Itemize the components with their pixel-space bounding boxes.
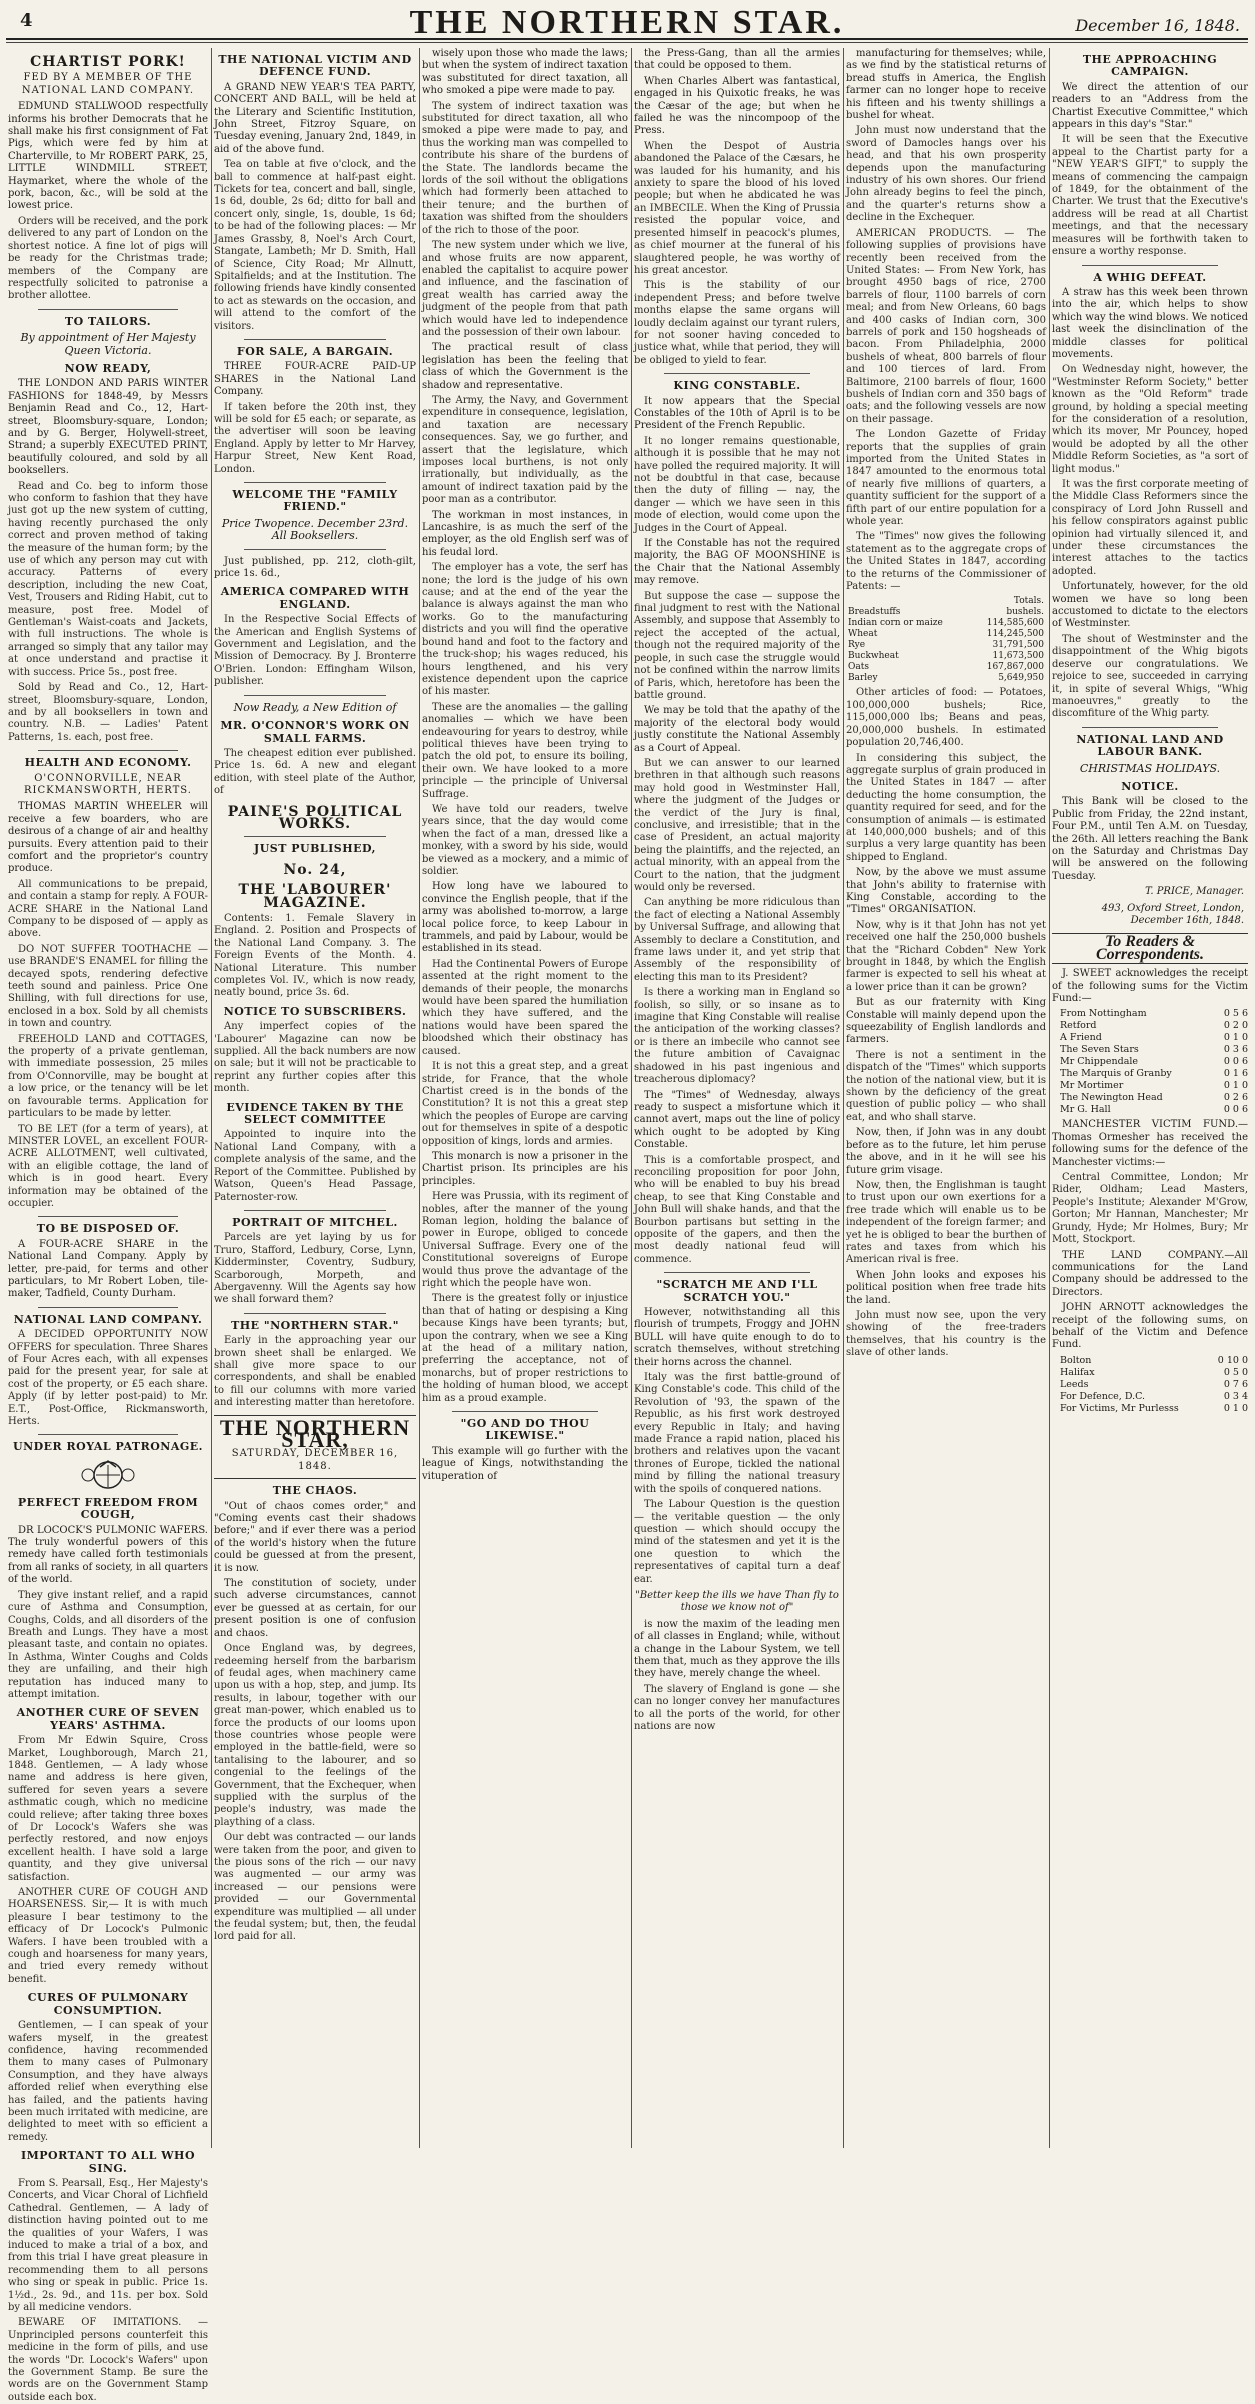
article-paragraph: When the Despot of Austria abandoned the Palace of the Cæsars, he was lauded for his humanity, and his anxiety to spare the blood of his loved people; but when he abdicated he was an IMBECILE. When the King of Prussia resisted the popular voice, and presented himself in peacock's plumes, as chief mourner at the funeral of his slaughtered people, he was worthy of his great ancestor. — [634, 140, 840, 276]
article-paragraph: THE LONDON AND PARIS WINTER FASHIONS for 1848-49, by Messrs Benjamin Read and Co., 12, Hart-street, Bloomsbury-square, London; and by G. Berger, Holywell-street, Strand; a superbly EXECUTED PRINT, beautifully coloured, and sold by all booksellers. — [8, 378, 208, 477]
column-2 — [214, 48, 416, 2148]
article-paragraph: Tea on table at five o'clock, and the ball to commence at half-past eight. Tickets for tea, concert and ball, single, 1s 6d, double, 2s 6d; ditto for ball and concert only, single, 1s, double, 1s 6d; to be had of the following places: — Mr James Grassby, 8, Noel's Arch Court, Stangate, Lambeth; Mr D. Smith, Hall of Science, City Road; Mr Allnutt, Spitalfields; and at the Institution. The following friends have kindly consented to act as stewards on the occasion, and will attend to the comfort of the visitors. — [214, 159, 416, 332]
article-paragraph: manufacturing for themselves; while, as we find by the statistical returns of bread stuffs in America, the English farmer can no longer hope to receive his fifteen and his twenty shillings a bushel for wheat. — [846, 48, 1046, 122]
table-row: Rye 31,791,500 — [848, 640, 1044, 651]
article-paragraph: When Charles Albert was fantastical, engaged in his Quixotic freaks, he was the Cæsar of the age; but when he failed he was the nincompoop of the Press. — [634, 75, 840, 137]
article-paragraph: They give instant relief, and a rapid cure of Asthma and Consumption, Coughs, Colds, and all disorders of the Breath and Lungs. They have a most pleasant taste, and contain no opiates. In Asthma, Winter Coughs and Colds they are unfailing, and their high reputation has induced many to attempt imitation. — [8, 1589, 208, 1700]
separator — [244, 1313, 386, 1314]
article-paragraph: John must now understand that the sword of Damocles hangs over his head, and that his own prosperity depends upon the manufacturing industry of his own shores. Our friend John already begins to feel the pinch, and the quarter's returns show a decline in the Exchequer. — [846, 125, 1046, 224]
article-paragraph: Read and Co. beg to inform those who conform to fashion that they have just got up the new system of cutting, having recently purchased the only correct and proven method of taking the measure of the human form; by the use of which any person may cut with accuracy. Patterns of every description, including the new Coat, Vest, Trousers and Riding Habit, cut to measure, post free. Model of Gentleman's Waist-coats and Jackets, with full instructions. The whole is arranged so simply that any tailor may at once understand and practise it with success. Price 5s., post free. — [8, 480, 208, 678]
heading-northern-star-notice: THE "NORTHERN STAR." — [231, 1318, 399, 1332]
heading-just-published: JUST PUBLISHED, — [254, 842, 376, 856]
article-paragraph: The slavery of England is gone — she can no longer convey her manufactures to all the ports of the world, for other nations are now — [634, 1683, 840, 1732]
article-paragraph: If taken before the 20th inst, they will be sold for £5 each; or separate, as the advertiser will soon be leaving England. Apply by letter to Mr Harvey, Harpur Street, New Kent Road, London. — [214, 401, 416, 475]
list-item: Retford 0 2 0 — [1060, 1020, 1248, 1032]
list-item: The Seven Stars 0 3 6 — [1060, 1044, 1248, 1056]
heading-victim-fund: THE NATIONAL VICTIM AND DEFENCE FUND. — [218, 53, 412, 79]
article-paragraph: Now, why is it that John has not yet received one half the 250,000 bushels that the "Richard Cobden" New York brought in 1848, by which the English farmer is expected to sell his wheat at a lower price than it can be grown? — [846, 919, 1046, 993]
article-paragraph: This monarch is now a prisoner in the Chartist prison. Its principles are his principles. — [422, 1150, 628, 1187]
article-paragraph: DR LOCOCK'S PULMONIC WAFERS. The truly wonderful powers of this remedy have called forth testimonials from all ranks of society, in all quarters of the world. — [8, 1524, 208, 1586]
article-paragraph: Unfortunately, however, for the old women we have so long been accustomed to dictate to the electors of Westminster. — [1052, 581, 1248, 630]
article-paragraph: We may be told that the apathy of the majority of the electoral body would justly constitute the National Assembly as a Court of Appeal. — [634, 705, 840, 754]
list-item: Mr Mortimer 0 1 0 — [1060, 1080, 1248, 1092]
article-paragraph: FREEHOLD LAND and COTTAGES, the property of a private gentleman, with immediate possession, 25 miles from O'Connorville, may be bought at a low price, or the tenancy will be let on favourable terms. Application for particulars to be made by letter. — [8, 1033, 208, 1120]
column-rule — [1049, 48, 1050, 2148]
article-paragraph: But as our fraternity with King Constable will mainly depend upon the squeezability of English landlords and farmers. — [846, 997, 1046, 1046]
article-paragraph: AMERICAN PRODUCTS. — The following supplies of provisions have recently been received from the United States: — From New York, has brought 4950 bags of rice, 2700 barrels of flour, 1100 barrels of corn meal; and from New Orleans, 60 bags and 400 casks of Indian corn, 300 barrels of pork and 150 hogsheads of bacon. From Philadelphia, 2000 bushels of wheat, 800 barrels of flour and 100 tierces of lard. From Baltimore, 2100 barrels of flour, 1600 bushels of Indian corn and 350 bags of oats; and the following vessels are now on their passage. — [846, 227, 1046, 425]
column-6 — [1052, 48, 1248, 2148]
separator — [244, 482, 386, 483]
heading-paine-works: PAINE'S POLITICAL WORKS. — [227, 803, 403, 832]
column-5 — [846, 48, 1046, 2148]
royal-arms-icon — [78, 1457, 138, 1491]
heading-go-and-do: "GO AND DO THOU LIKEWISE." — [460, 1417, 590, 1443]
separator — [664, 373, 810, 374]
article-paragraph: A DECIDED OPPORTUNITY NOW OFFERS for speculation. Three Shares of Four Acres each, with all expenses paid for the present year, for sale at cost of the property, or £5 each share. Apply (if by letter post-paid) to Mr. E.T., Post-Office, Rickmansworth, Herts. — [8, 1329, 208, 1428]
table-row: Breadstuffs bushels. — [848, 607, 1044, 618]
heading-perfect-freedom: PERFECT FREEDOM FROM COUGH, — [17, 1495, 199, 1522]
article-paragraph: We have told our readers, twelve years since, that the day would come when the fact of a man, dressed like a monkey, with a sword by his side, would be viewed as a mockery, and a mimic of soldier. — [422, 803, 628, 877]
article-paragraph: is now the maxim of the leading men of all classes in England; while, without a change in the Labour System, we tell them that, much as they approve the ills they have, merely change the wheel. — [634, 1618, 840, 1680]
heading-scratch-me: "SCRATCH ME AND I'LL SCRATCH YOU." — [656, 1278, 818, 1304]
subheading: Price Twopence. December 23rd. All Booksellers. — [221, 516, 409, 543]
table-row: Buckwheat 11,673,500 — [848, 651, 1044, 662]
article-paragraph: This Bank will be closed to the Public from Friday, the 22nd instant, Four P.M., until Ten A.M. on Tuesday, the 26th. All letters reaching the Bank on the Saturday and Christmas Day will be answered on the following Tuesday. — [1052, 796, 1248, 882]
heading-family-friend: WELCOME THE "FAMILY FRIEND." — [232, 488, 398, 514]
column-rule — [631, 48, 632, 2148]
subheading: O'CONNORVILLE, NEAR RICKMANSWORTH, HERTS. — [24, 772, 192, 796]
heading-approaching-campaign: THE APPROACHING CAMPAIGN. — [1082, 53, 1218, 79]
article-paragraph: On Wednesday night, however, the "Westminster Reform Society," better known as the "Old Reform" trade ground, by holding a special meeting for the consideration of a resolution, which its mover, Mr Pouncey, hoped would be adopted by all the other Middle Reform Societies, as "a sort of light modus." — [1052, 364, 1248, 475]
leader-date: SATURDAY, DECEMBER 16, 1848. — [231, 1448, 399, 1472]
article-paragraph: The Army, the Navy, and Government expenditure in consequence, legislation, and taxation are necessary consequences. Say, we go further, and assert that the legislature, which imposes local burthens, is not only irrationally, but individually, as the amount of indirect taxation paid by the poor man as a contributor. — [422, 394, 628, 506]
column-rule — [843, 48, 844, 2148]
subheading: By appointment of Her Majesty Queen Victoria. — [20, 331, 196, 357]
article-paragraph: BEWARE OF IMITATIONS. — Unprincipled persons counterfeit this medicine in the form of pills, and use the words "Dr. Locock's Wafers" upon the Government Stamp. Be sure the words are on the Government Stamp outside each box. — [8, 2317, 208, 2403]
separator — [38, 1434, 178, 1435]
article-paragraph: The new system under which we live, and whose fruits are now apparent, enabled the capitalist to acquire power and influence, and the fascination of great wealth has carried away the judgment of the people from that path which would have led to independence and the possession of their own labour. — [422, 240, 628, 338]
article-paragraph: The employer has a vote, the serf has none; the lord is the judge of his own cause; and at the end of the year the balance is always against the man who works. Go to the manufacturing districts and you will find the operative bound hand and foot to the factory and the truck-shop; his wages reduced, his hours lengthened, and his very existence dependent upon the caprice of his master. — [422, 562, 628, 698]
article-paragraph: Once England was, by degrees, redeeming herself from the barbarism of feudal ages, when machinery came upon us with a hop, step, and jump. Its results, in labour, together with our great man-power, which enabled us to force the products of our looms upon those countries whose people were employed in the battle-field, were so tantalising to the labourer, and so congenial to the feelings of the Government, that the Exchequer, when supplied with the surplus of the people's industry, was made the plaything of a class. — [214, 1643, 416, 1828]
article-paragraph: Central Committee, London; Mr Rider, Oldham; Lead Masters, People's Institute; Alexander M'Grow, Gorton; Mr Hannan, Manchester; Mr Grundy, Hyde; Mr Holmes, Bury; Mr Mott, Stockport. — [1052, 1172, 1248, 1246]
article-paragraph: It now appears that the Special Constables of the 10th of April is to be President of the French Republic. — [634, 395, 840, 432]
article-paragraph: John must now see, upon the very showing of the free-traders themselves, that his country is the slave of other lands. — [846, 1309, 1046, 1359]
list-item: Mr G. Hall 0 0 6 — [1060, 1104, 1248, 1116]
article-paragraph: Other articles of food: — Potatoes, 100,000,000 bushels; Rice, 115,000,000 lbs; Beans and peas, 20,000,000 bushels. In estimated population 20,746,400. — [846, 687, 1046, 749]
table-header: Totals. — [1013, 596, 1044, 607]
article-paragraph: A GRAND NEW YEAR'S TEA PARTY, CONCERT AND BALL, will be held at the Literary and Scientific Institution, John Street, Fitzroy Square, on Tuesday evening, January 2nd, 1849, in aid of the above fund. — [214, 81, 416, 155]
heading-labourer-magazine: THE 'LABOURER' MAGAZINE. — [238, 882, 392, 911]
article-paragraph: Had the Continental Powers of Europe assented at the right moment to the demands of their people, the monarchs would have been spared the humiliation which they have suffered, and the nations would have been spared the bloodshed which their obstinacy has caused. — [422, 958, 628, 1057]
heading-now-ready: NOW READY, — [64, 361, 152, 375]
article-paragraph: How long have we laboured to convince the English people, that if the army was abolished to-morrow, a large local police force, to keep Labour in trammels, and paid by Labour, would be established in its stead. — [422, 881, 628, 955]
article-paragraph: From S. Pearsall, Esq., Her Majesty's Concerts, and Vicar Choral of Lichfield Cathedral. Gentlemen, — A lady of distinction having pointed out to me the qualities of your Wafers, I was induced to make a trial of a box, and from this trial I have great pleasure in recommending them to all persons who sing or speak in public. Price 1s. 1½d., 2s. 9d., and 11s. per box. Sold by all medicine vendors. — [8, 2177, 208, 2314]
heading-readers-correspondents: To Readers & Correspondents. — [1052, 933, 1248, 964]
table-row: Barley 5,649,950 — [848, 673, 1044, 684]
list-item: For Victims, Mr Purlesss 0 1 0 — [1060, 1402, 1248, 1414]
article-paragraph: Contents: 1. Female Slavery in England. 2. Position and Prospects of the National Land Company. 3. The Foreign Events of the Month. 4. National Literature. This number completes Vol. IV., which is now ready, neatly bound, price 3s. 6d. — [214, 912, 416, 999]
table-row: Indian corn or maize 114,585,600 — [848, 618, 1044, 629]
article-paragraph: The system of indirect taxation was substituted for direct taxation, all who smoked a pipe were made to pay, and thus the working man was compelled to contribute his share of the burdens of the State. The landlords became the lords of the soil without the obligations which had formerly been attached to their tenure; and the burthen of taxation was shifted from the shoulders of the rich to those of the poor. — [422, 100, 628, 236]
article-paragraph: DO NOT SUFFER TOOTHACHE — use BRANDE'S ENAMEL for filling the decayed spots, rendering defective teeth sound and painless. Price One Shilling, with full directions for use, enclosed in a box. Sold by all chemists in town and country. — [8, 943, 208, 1030]
article-paragraph: Italy was the first battle-ground of King Constable's code. This child of the Revolution of '93, the spawn of the Republic, as his first work destroyed every Republic in Italy; and having made France a rapid nation, placed his brothers and relatives upon the vacant thrones of Europe, tickled the national mind by filling the national treasury with the spoils of conquered nations. — [634, 1372, 840, 1495]
article-paragraph: The London Gazette of Friday reports that the supplies of grain imported from the United States in 1847 amounted to the enormous total of nearly five millions of quarters, a quantity sufficient for the support of a fifth part of our entire population for a whole year. — [846, 429, 1046, 528]
list-item: From Nottingham 0 5 6 — [1060, 1008, 1248, 1020]
article-paragraph: THREE FOUR-ACRE PAID-UP SHARES in the National Land Company. — [214, 361, 416, 398]
table-row: Oats 167,867,000 — [848, 662, 1044, 673]
article-paragraph: The "Times" of Wednesday, always ready to suspect a misfortune which it cannot avert, maps out the line of policy which ought to be adopted by King Constable. — [634, 1089, 840, 1151]
issue-date: December 16, 1848. — [1075, 16, 1240, 35]
list-item: Leeds 0 7 6 — [1060, 1378, 1248, 1390]
heading-singers: IMPORTANT TO ALL WHO SING. — [20, 2149, 196, 2175]
article-paragraph: In the Respective Social Effects of the American and English Systems of Government and Legislation, and the Mission of Democracy. By J. Bronterre O'Brien. London: Effingham Wilson, publisher. — [214, 614, 416, 688]
leader-title: THE NORTHERN STAR, — [219, 1414, 411, 1452]
separator — [664, 1272, 810, 1273]
heading-the-chaos: THE CHAOS. — [272, 1484, 358, 1498]
list-item: The Marquis of Granby 0 1 6 — [1060, 1068, 1248, 1080]
article-paragraph: Early in the approaching year our brown sheet shall be enlarged. We shall give more space to our correspondents, and shall be enabled to fill our columns with more varied and interesting matter than heretofore. — [214, 1335, 416, 1409]
heading-for-sale: FOR SALE, A BARGAIN. — [236, 344, 394, 358]
heading-to-tailors: TO TAILORS. — [64, 314, 152, 328]
article-paragraph: the Press-Gang, than all the armies that could be opposed to them. — [634, 48, 840, 72]
article-paragraph: Here was Prussia, with its regiment of nobles, after the manner of the young Roman legion, holding the balance of power in Europe, obliged to concede Universal Suffrage. Every one of the Constitutional sovereigns of Europe would thus prove the advantage of the right which the people have won. — [422, 1191, 628, 1289]
article-paragraph: There is the greatest folly or injustice than that of hating or despising a King because Kings have been tyrants; but, upon the contrary, when we see a King at the head of a military nation, preferring the acceptance, not of monarchs, but of proper restrictions to the holding of human blood, we accept him as a proud example. — [422, 1293, 628, 1404]
article-paragraph: It is not this a great step, and a great stride, for France, that the whole Chartist creed is in the bonds of the Constitution? It is not this a great step which the peoples of Europe are carving out for themselves in spite of a despotic opposition of kings, lords and armies. — [422, 1061, 628, 1147]
article-paragraph: Now, by the above we must assume that John's ability to fraternise with King Constable, according to the "Times" ORGANISATION. — [846, 867, 1046, 916]
column-3 — [422, 48, 628, 2148]
signature-manager: T. PRICE, Manager. — [1145, 886, 1244, 898]
article-paragraph: In considering this subject, the aggregate surplus of grain produced in the United States in 1847 — after deducting the home consumption, the quantity required for seed, and for the consumption of animals — is estimated at 140,000,000 bushels; and of this surplus a very large quantity has been shipped to England. — [846, 752, 1046, 863]
page-number: 4 — [20, 10, 33, 31]
separator — [244, 339, 386, 340]
article-paragraph: A FOUR-ACRE SHARE in the National Land Company. Apply by letter, pre-paid, for terms and other particulars, to Mr Robert Loben, tile-maker, Tadfield, County Durham. — [8, 1238, 208, 1300]
article-paragraph: The constitution of society, under such adverse circumstances, cannot ever be guessed at as certain, for our present position is one of confusion and chaos. — [214, 1578, 416, 1639]
column-1 — [8, 48, 208, 2403]
article-paragraph: EDMUND STALLWOOD respectfully informs his brother Democrats that he shall make his first consignment of Fat Pigs, which were fed by him at Charterville, to Mr ROBERT PARK, 25, LITTLE WINDMILL STREET, Haymarket, where the whole of the pork, bacon, &c., will be sold at the lowest price. — [8, 101, 208, 212]
separator — [244, 836, 386, 837]
heading-health-economy: HEALTH AND ECONOMY. — [24, 756, 192, 770]
heading-issue-number: No. 24, — [283, 861, 347, 878]
list-item: Bolton 0 10 0 — [1060, 1354, 1248, 1366]
article-paragraph: wisely upon those who made the laws; but when the system of indirect taxation was substituted for direct taxation, all who smoked a pipe were made to pay. — [422, 48, 628, 97]
heading-notice-subscribers: NOTICE TO SUBSCRIBERS. — [223, 1004, 407, 1018]
article-paragraph: Now, then, the Englishman is taught to trust upon our own exertions for a free trade which will enable us to be independent of the foreign farmer; and yet he is obliged to bear the burthen of rates and taxes from which his American rival is free. — [846, 1179, 1046, 1266]
article-paragraph: Any imperfect copies of the 'Labourer' Magazine can now be supplied. All the back numbers are now on sale; but it will not be practicable to reprint any further copies after this month. — [214, 1021, 416, 1095]
heading-america-england: AMERICA COMPARED WITH ENGLAND. — [220, 585, 410, 611]
column-rule — [419, 48, 420, 2148]
article-paragraph: Appointed to inquire into the National Land Company, with a complete analysis of the same, and the Report of the Committee. Published by Watson, Queen's Head Passage, Paternoster-row. — [214, 1129, 416, 1203]
separator — [244, 549, 386, 550]
table-row: Wheat 114,245,500 — [848, 629, 1044, 640]
receipts-list — [1060, 1008, 1248, 1116]
article-paragraph: Orders will be received, and the pork delivered to any part of London on the shortest notice. A fine lot of pigs will be ready for the Christmas trade; members of the Company are respectfully solicited to patronise a brother allottee. — [8, 215, 208, 302]
article-paragraph: THOMAS MARTIN WHEELER will receive a few boarders, who are desirous of a change of air and healthy pursuits. Every attention paid to their comfort and the proprietor's country produce. — [8, 801, 208, 875]
separator — [38, 1216, 178, 1217]
article-paragraph: The Labour Question is the question — the veritable question — the only question — which should occupy the mind of the statesmen and yet it is the one question to which the representatives of capital turn a deaf ear. — [634, 1499, 840, 1585]
separator — [38, 1307, 178, 1308]
column-4 — [634, 48, 840, 2148]
article-paragraph: The workman in most instances, in Lancashire, is as much the serf of the employer, as the old English serf was of his feudal lord. — [422, 509, 628, 558]
heading-royal-patronage: UNDER ROYAL PATRONAGE. — [12, 1440, 204, 1454]
article-paragraph: It was the first corporate meeting of the Middle Class Reformers since the conspiracy of Lord John Russell and his fellow conspirators against public opinion had virtually silenced it, and under these circumstances the interest attaches to the tactics adopted. — [1052, 479, 1248, 577]
masthead — [6, 6, 1248, 40]
article-paragraph: Gentlemen, — I can speak of your wafers myself, in the greatest confidence, having recommended them to many cases of Pulmonary Consumption, and they have always afforded relief when everything else has failed, and the patients having been much irritated with medicine, are delighted to meet with so efficient a remedy. — [8, 2020, 208, 2143]
heading-consumption-cures: CURES OF PULMONARY CONSUMPTION. — [27, 1991, 189, 2017]
separator — [1082, 727, 1218, 728]
article-paragraph: It no longer remains questionable, although it is possible that he may not have polled the required majority. It will not be doubtful in that case, because then the duty of filling — nay, the danger — which we have seen in this mode of election, would come upon the Judges in the Court of Appeal. — [634, 435, 840, 534]
separator — [244, 695, 386, 696]
article-paragraph: But suppose the case — suppose the final judgment to rest with the National Assembly, and suppose that Assembly to reject the accepted of the actual, though not the required majority of the people, in such case the struggle would not be confined within the narrow limits of Paris, which, heretofore has been the battle ground. — [634, 590, 840, 701]
list-item: Halifax 0 5 0 — [1060, 1366, 1248, 1378]
list-item: For Defence, D.C. 0 3 4 — [1060, 1390, 1248, 1402]
signature-address: 493, Oxford Street, London, December 16th, 1848. — [1101, 902, 1244, 926]
separator — [244, 1210, 386, 1211]
heading-asthma-cure: ANOTHER CURE OF SEVEN YEARS' ASTHMA. — [16, 1706, 200, 1732]
list-item: Mr Chippendale 0 0 6 — [1060, 1056, 1248, 1068]
subheading: FED BY A MEMBER OF THE NATIONAL LAND COMPANY. — [21, 72, 195, 96]
article-paragraph: Now, then, if John was in any doubt before as to the future, let him peruse the above, and in it he will see his future grim visage. — [846, 1127, 1046, 1176]
heading-select-committee: EVIDENCE TAKEN BY THE SELECT COMMITTEE — [226, 1100, 404, 1127]
article-paragraph: The cheapest edition ever published. Price 1s. 6d. A new and elegant edition, with steel plate of the Author, of — [214, 747, 416, 797]
separator — [38, 750, 178, 751]
separator — [38, 309, 178, 310]
article-paragraph: A straw has this week been thrown into the air, which helps to show which way the wind blows. We noticed last week the disinclination of the middle classes for political movements. — [1052, 286, 1248, 360]
article-paragraph: It will be seen that the Executive appeal to the Chartist party for a "NEW YEAR'S GIFT," to supply the means of commencing the campaign of 1849, for the obtainment of the Charter. We trust that the Executive's address will be read at all Chartist meetings, and that the necessary measures will be forthwith taken to ensure a worthy response. — [1052, 134, 1248, 258]
article-paragraph: From Mr Edwin Squire, Cross Market, Loughborough, March 21, 1848. Gentlemen, — A lady whose name and address is here given, suffered for seven years a severe asthmatic cough, which no medicine could relieve; after taking three boxes of Dr Locock's Wafers she was perfectly restored, and now enjoys excellent health. I have sold a large quantity, and they give universal satisfaction. — [8, 1735, 208, 1883]
article-paragraph: Is there a working man in England so foolish, so silly, or so insane as to imagine that King Constable will realise the anticipation of the working classes? or is there an imbecile who cannot see the future ambition of Cavaignac shadowed in his past ingenious and treacherous diplomacy? — [634, 987, 840, 1086]
article-paragraph: This is the stability of our independent Press; and before twelve months elapse the same organs will loudly declaim against our tyrant rulers, for not sooner having conceded to justice what, while that period, they will be obliged to yield to fear. — [634, 280, 840, 366]
heading-national-land-company: NATIONAL LAND COMPANY. — [13, 1312, 203, 1326]
subheading: CHRISTMAS HOLIDAYS. — [1079, 761, 1221, 775]
heading-notice: NOTICE. — [1121, 779, 1179, 793]
crop-table — [846, 596, 1046, 684]
receipts-list-2 — [1060, 1355, 1248, 1415]
article-paragraph: ANOTHER CURE OF COUGH AND HOARSENESS. Sir,— It is with much pleasure I bear testimony to the efficacy of Dr Locock's Pulmonic Wafers. I have been troubled with a cough and hoarseness for many years, and tried every remedy without benefit. — [8, 1887, 208, 1985]
pull-quote: "Better keep the ills we have Than fly to those we know not of" — [635, 1589, 839, 1614]
article-paragraph: All communications to be prepaid, and contain a stamp for reply. A FOUR-ACRE SHARE in the National Land Company to be disposed of — apply as above. — [8, 878, 208, 940]
article-paragraph: We direct the attention of our readers to an "Address from the Chartist Executive Committee," which appears in this day's "Star." — [1052, 81, 1248, 131]
article-paragraph: THE LAND COMPANY.—All communications for the Land Company should be addressed to the Directors. — [1052, 1249, 1248, 1298]
heading-to-be-disposed: TO BE DISPOSED OF. — [36, 1222, 180, 1236]
heading-chartist-pork: CHARTIST PORK! — [30, 54, 186, 70]
article-paragraph: J. SWEET acknowledges the receipt of the following sums for the Victim Fund:— — [1052, 968, 1248, 1005]
heading-portrait-mitchel: PORTRAIT OF MITCHEL. — [232, 1215, 398, 1229]
article-paragraph: When John looks and exposes his political position when free trade hits the land. — [846, 1269, 1046, 1306]
article-paragraph: These are the anomalies — the galling anomalies — which we have been endeavouring for years to destroy, while political thieves have been trying to patch the old pot, to ensure its boiling, their own. We have looked to a more principle — the principle of Universal Suffrage. — [422, 701, 628, 800]
article-paragraph: But we can answer to our learned brethren in that although such reasons may hold good in Westminster Hall, where the judgment of the Judges or the verdict of the Jury is final, conclusive, and irresistible; that in the case of President, an actual majority being the plaintiffs, and the rejected, an actual minority, with an appeal from the Court to the nation, that the judgment would only be reversed. — [634, 757, 840, 893]
masthead-rule — [6, 42, 1248, 43]
article-paragraph: JOHN ARNOTT acknowledges the receipt of the following sums, on behalf of the Victim and Defence Fund. — [1052, 1302, 1248, 1351]
article-paragraph: Just published, pp. 212, cloth-gilt, price 1s. 6d., — [214, 555, 416, 580]
article-paragraph: If the Constable has not the required majority, the BAG OF MOONSHINE is the Chair that the National Assembly may remove. — [634, 538, 840, 587]
article-paragraph: TO BE LET (for a term of years), at MINSTER LOVEL, an excellent FOUR-ACRE ALLOTMENT, well cultivated, with an eligible cottage, the land of which is in good heart. Every information may be obtained of the occupier. — [8, 1123, 208, 1209]
article-paragraph: MANCHESTER VICTIM FUND.—Thomas Ormesher has received the following sums for the defence of the Manchester victims:— — [1052, 1119, 1248, 1168]
article-paragraph: This is a comfortable prospect, and reconciling proposition for poor John, who will be enabled to buy his bread cheap, to see that King Constable and John Bull will shake hands, and that the Bourbon partisans but setting in the opposite of the gapers, and then the most deadly national feud will commence. — [634, 1154, 840, 1265]
article-paragraph: Sold by Read and Co., 12, Hart-street, Bloomsbury-square, London, and by all booksellers in town and country. N.B. — Ladies' Patent Patterns, 1s. each, post free. — [8, 682, 208, 743]
subheading: Now Ready, a New Edition of — [233, 700, 397, 714]
heading-whig-defeat: A WHIG DEFEAT. — [1093, 270, 1207, 284]
article-paragraph: The "Times" now gives the following statement as to the aggregate crops of the United States in 1847, according to the returns of the Commissioner of Patents: — — [846, 531, 1046, 593]
separator — [214, 1478, 416, 1479]
article-paragraph: Parcels are yet laying by us for Truro, Stafford, Ledbury, Corse, Lynn, Kidderminster, Coventry, Sudbury, Scarborough, Morpeth, and Abergavenny. Will the Agents say how we shall forward them? — [214, 1232, 416, 1306]
article-paragraph: Our debt was contracted — our lands were taken from the poor, and given to the pious sons of the rich — our navy was augmented — our army was increased — our pensions were provided — our Governmental expenditure was multiplied — all under the feudal system; but, then, the feudal lord paid for all. — [214, 1832, 416, 1943]
article-paragraph: The practical result of class legislation has been the feeling that class of which the Government is the shadow and representative. — [422, 342, 628, 391]
separator — [452, 1411, 598, 1412]
article-paragraph: The shout of Westminster and the disappointment of the Whig bigots deserve our congratulations. We rejoice to see, succeeded in carrying it, in spite of several Whigs, "Whig manoeuvres," greatly to the discomfiture of the Whig party. — [1052, 633, 1248, 720]
column-rule — [211, 48, 212, 2148]
article-paragraph: This example will go further with the league of Kings, notwithstanding the vituperation of — [422, 1445, 628, 1482]
list-item: A Friend 0 1 0 — [1060, 1032, 1248, 1044]
article-paragraph: However, notwithstanding all this flourish of trumpets, Froggy and JOHN BULL will have quite enough to do to scratch themselves, without stretching their horns across the channel. — [634, 1307, 840, 1368]
list-item: The Newington Head 0 2 6 — [1060, 1092, 1248, 1104]
heading-land-labour-bank: NATIONAL LAND AND LABOUR BANK. — [1076, 732, 1224, 759]
separator — [1082, 265, 1218, 266]
heading-small-farms: MR. O'CONNOR'S WORK ON SMALL FARMS. — [220, 719, 410, 745]
paper-title: THE NORTHERN STAR. — [409, 4, 845, 41]
article-paragraph: There is not a sentiment in the dispatch of the "Times" which supports the notion of the national view, but it is shown by the deficiency of the great question of public policy — who shall eat, and who shall starve. — [846, 1049, 1046, 1123]
heading-king-constable: KING CONSTABLE. — [673, 379, 801, 393]
article-paragraph: Can anything be more ridiculous than the fact of electing a National Assembly by Universal Suffrage, and allowing that Assembly to declare a Constitution, and frame laws under it, and yet strip that Assembly of the responsibility of electing this man to its President? — [634, 897, 840, 983]
article-paragraph: "Out of chaos comes order," and "Coming events cast their shadows before;" and if ever there was a period of the world's history when the future could be guessed at from the present, it is now. — [214, 1500, 416, 1574]
